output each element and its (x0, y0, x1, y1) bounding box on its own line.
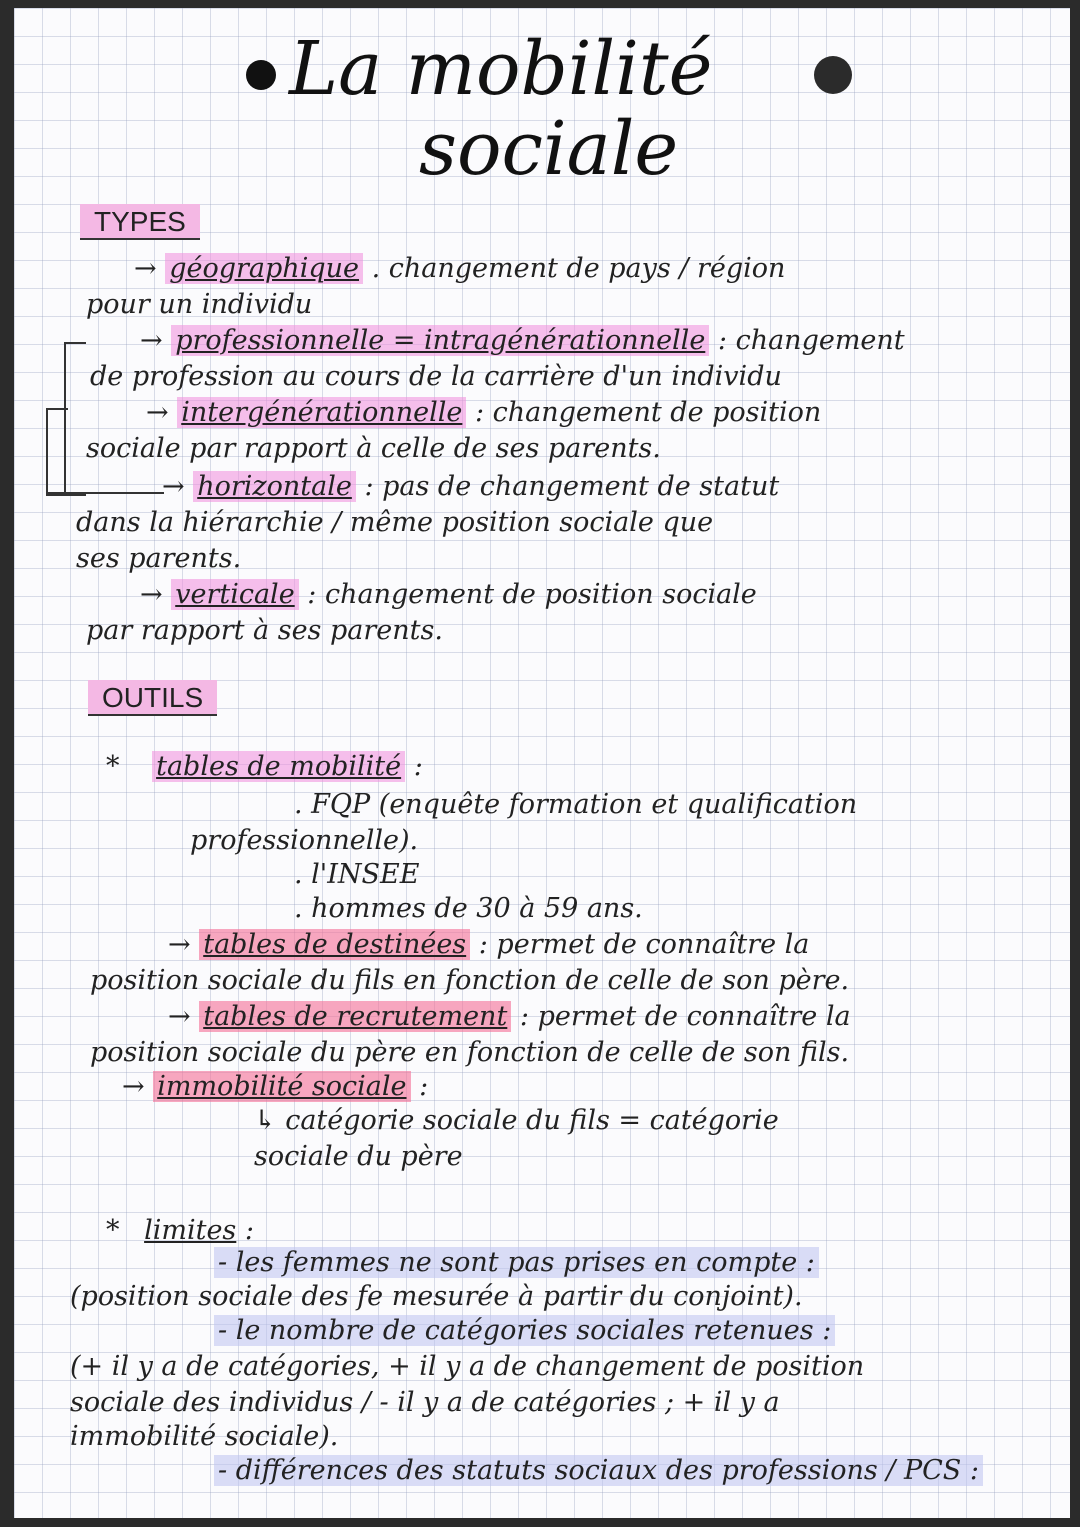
types-vert-line (140, 578, 757, 612)
def-tables-destinees: : permet de connaître la (478, 929, 810, 960)
types-horiz-cont1: dans la hiérarchie / même position sociale que (76, 507, 714, 538)
colon: : (419, 1071, 429, 1102)
star-bullet-icon: * (106, 751, 120, 782)
term-tables-destinees: tables de destinées (199, 929, 470, 960)
page-title-line1: La mobilité (289, 26, 713, 112)
limite-femmes (214, 1246, 819, 1280)
types-geo-line (134, 252, 785, 286)
term-limites: limites (144, 1215, 237, 1246)
def-tables-recrutement: : permet de connaître la (519, 1001, 851, 1032)
immobilite-def1: ↳ catégorie sociale du fils = catégorie (254, 1105, 779, 1136)
arrow-icon: → (162, 471, 185, 502)
def-professionnelle: : changement (717, 325, 905, 356)
limite-nombre-text: - le nombre de catégories sociales retenues : (214, 1315, 835, 1346)
colon: : (244, 1215, 254, 1246)
types-inter-line (146, 396, 821, 430)
notebook-page (14, 8, 1070, 1518)
limite-differences-text: - différences des statuts sociaux des professions / PCS : (214, 1455, 983, 1486)
arrow-icon: → (140, 579, 163, 610)
limite-differences (214, 1454, 983, 1488)
limite-femmes-cont: (position sociale des fe mesurée à partir du conjoint). (70, 1281, 803, 1312)
types-horiz-line (162, 470, 779, 504)
term-intergenerationnelle: intergénérationnelle (177, 397, 466, 428)
bullet-dot-left-icon (246, 60, 276, 90)
term-tables-mobilite: tables de mobilité (152, 751, 405, 782)
def-verticale: : changement de position sociale (307, 579, 757, 610)
arrow-icon: → (122, 1071, 145, 1102)
types-prof-cont: de profession au cours de la carrière d'un individu (90, 361, 782, 392)
arrow-icon: → (140, 325, 163, 356)
types-geo-cont: pour un individu (86, 289, 313, 320)
immobilite-line (122, 1070, 428, 1104)
limite-nombre (214, 1314, 835, 1348)
section-heading-types: TYPES (80, 204, 200, 240)
bullet-fqp-cont: professionnelle). (190, 825, 419, 856)
types-horiz-cont2: ses parents. (76, 543, 242, 574)
immobilite-def2: sociale du père (254, 1141, 463, 1172)
tables-recrutement-cont: position sociale du père en fonction de celle de son fils. (90, 1037, 850, 1068)
limites-line (106, 1214, 254, 1248)
section-heading-outils: OUTILS (88, 680, 217, 716)
bullet-fqp: . FQP (enquête formation et qualification (294, 789, 858, 820)
limite-femmes-text: - les femmes ne sont pas prises en compte : (214, 1247, 819, 1278)
limite-nombre-cont1: (+ il y a de catégories, + il y a de changement de position (70, 1351, 865, 1382)
term-professionnelle: professionnelle = intragénérationnelle (171, 325, 709, 356)
bracket-connector-inner (46, 408, 68, 496)
star-bullet-icon: * (106, 1215, 120, 1246)
def-geographique: . changement de pays / région (371, 253, 786, 284)
term-horizontale: horizontale (193, 471, 356, 502)
arrow-icon: → (168, 1001, 191, 1032)
def-horizontale: : pas de changement de statut (364, 471, 780, 502)
connector-line (46, 492, 164, 494)
limite-nombre-cont3: immobilité sociale). (70, 1421, 339, 1452)
term-verticale: verticale (171, 579, 298, 610)
types-inter-cont: sociale par rapport à celle de ses parents. (86, 433, 661, 464)
bullet-insee: . l'INSEE (294, 859, 420, 890)
types-prof-line (140, 324, 905, 358)
term-tables-recrutement: tables de recrutement (199, 1001, 511, 1032)
term-geographique: géographique (165, 253, 363, 284)
punch-hole-icon (814, 56, 852, 94)
arrow-icon: → (134, 253, 157, 284)
arrow-icon: → (146, 397, 169, 428)
types-vert-cont: par rapport à ses parents. (86, 615, 443, 646)
page-title-line2: sociale (419, 106, 679, 192)
arrow-icon: → (168, 929, 191, 960)
tables-mobilite-line (106, 750, 423, 784)
bullet-hommes: . hommes de 30 à 59 ans. (294, 893, 643, 924)
tables-destinees-cont: position sociale du fils en fonction de celle de son père. (90, 965, 850, 996)
tables-recrutement-line (168, 1000, 851, 1034)
tables-destinees-line (168, 928, 809, 962)
term-immobilite-sociale: immobilité sociale (153, 1071, 410, 1102)
colon: : (413, 751, 423, 782)
limite-nombre-cont2: sociale des individus / - il y a de catégories ; + il y a (70, 1387, 780, 1418)
def-intergenerationnelle: : changement de position (474, 397, 822, 428)
